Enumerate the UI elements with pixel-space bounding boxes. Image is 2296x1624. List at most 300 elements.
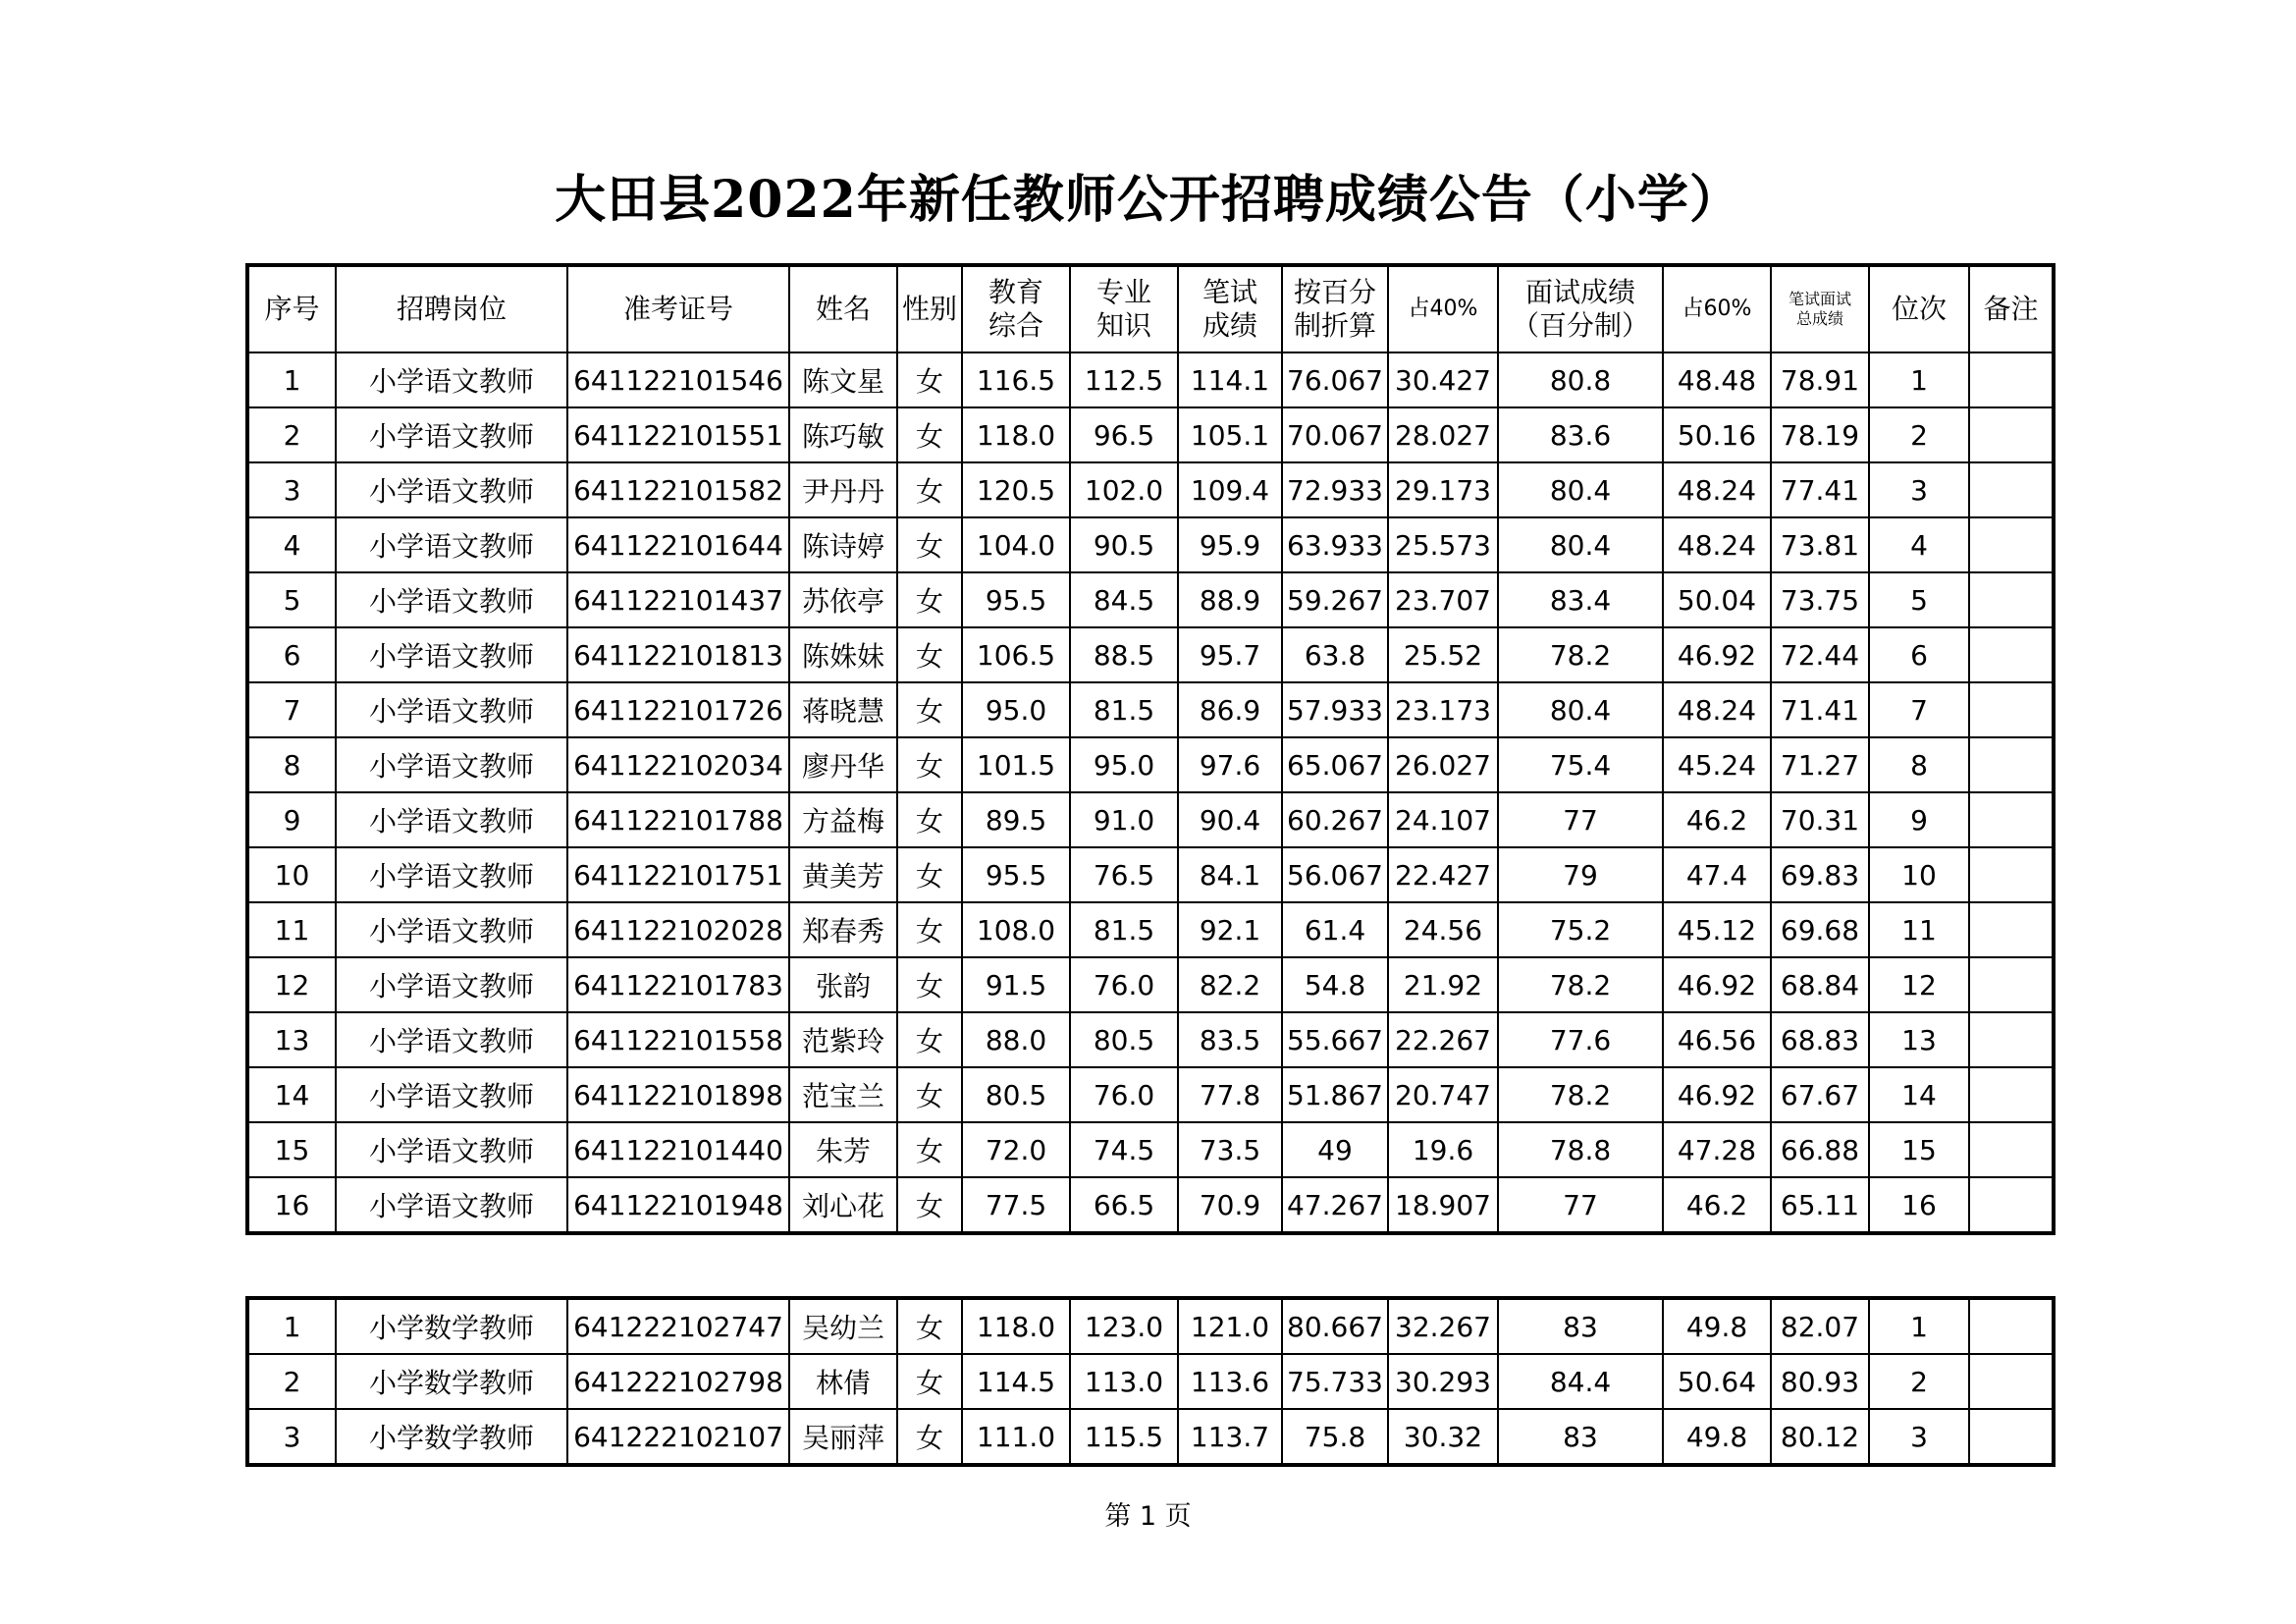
cell-gender: 女 <box>897 627 962 682</box>
cell-seq: 6 <box>247 627 336 682</box>
cell-note <box>1969 902 2054 957</box>
cell-note <box>1969 1177 2054 1233</box>
cell-interview: 80.4 <box>1498 462 1663 517</box>
cell-name: 林倩 <box>789 1354 897 1409</box>
cell-note <box>1969 352 2054 407</box>
table-row <box>247 682 2054 737</box>
cell-weight-40: 30.293 <box>1388 1354 1498 1409</box>
scores-table-chinese <box>245 263 2056 1235</box>
header-edu-line2: 综合 <box>988 309 1043 342</box>
cell-weight-60: 46.92 <box>1663 957 1771 1012</box>
cell-rank: 2 <box>1869 1354 1969 1409</box>
cell-weight-60: 45.12 <box>1663 902 1771 957</box>
cell-interview: 75.2 <box>1498 902 1663 957</box>
cell-percent: 76.067 <box>1282 352 1388 407</box>
cell-seq: 5 <box>247 572 336 627</box>
header-rank: 位次 <box>1869 265 1969 352</box>
cell-total: 67.67 <box>1771 1067 1869 1122</box>
cell-rank: 8 <box>1869 737 1969 792</box>
cell-name: 范宝兰 <box>789 1067 897 1122</box>
cell-seq: 7 <box>247 682 336 737</box>
cell-exam-id: 641122101546 <box>567 352 789 407</box>
cell-weight-60: 47.4 <box>1663 847 1771 902</box>
cell-note <box>1969 1298 2054 1354</box>
header-major-line2: 知识 <box>1095 309 1151 342</box>
cell-exam-id: 641122102034 <box>567 737 789 792</box>
cell-gender: 女 <box>897 1122 962 1177</box>
cell-edu: 114.5 <box>962 1354 1070 1409</box>
cell-weight-40: 28.027 <box>1388 407 1498 462</box>
cell-gender: 女 <box>897 407 962 462</box>
header-seq: 序号 <box>247 265 336 352</box>
table-body <box>247 1298 2054 1465</box>
header-major-line1: 专业 <box>1095 276 1151 308</box>
cell-seq: 2 <box>247 1354 336 1409</box>
cell-total: 73.81 <box>1771 517 1869 572</box>
cell-position: 小学语文教师 <box>336 792 567 847</box>
header-interview-line1: 面试成绩 <box>1524 276 1635 308</box>
cell-major: 81.5 <box>1070 902 1178 957</box>
cell-exam-id: 641222102798 <box>567 1354 789 1409</box>
cell-weight-40: 22.427 <box>1388 847 1498 902</box>
cell-seq: 14 <box>247 1067 336 1122</box>
cell-exam-id: 641122102028 <box>567 902 789 957</box>
cell-percent: 65.067 <box>1282 737 1388 792</box>
cell-edu: 89.5 <box>962 792 1070 847</box>
page-title: 大田县2022年新任教师公开招聘成绩公告（小学） <box>555 170 1741 230</box>
cell-written: 90.4 <box>1178 792 1282 847</box>
cell-gender: 女 <box>897 792 962 847</box>
cell-weight-40: 32.267 <box>1388 1298 1498 1354</box>
cell-name: 苏依亭 <box>789 572 897 627</box>
cell-exam-id: 641122101813 <box>567 627 789 682</box>
header-major <box>1070 265 1178 352</box>
table-row <box>247 1012 2054 1067</box>
cell-gender: 女 <box>897 847 962 902</box>
cell-interview: 80.4 <box>1498 682 1663 737</box>
cell-position: 小学语文教师 <box>336 957 567 1012</box>
cell-written: 109.4 <box>1178 462 1282 517</box>
cell-weight-60: 49.8 <box>1663 1298 1771 1354</box>
cell-position: 小学语文教师 <box>336 352 567 407</box>
cell-exam-id: 641122101788 <box>567 792 789 847</box>
cell-edu: 118.0 <box>962 407 1070 462</box>
cell-gender: 女 <box>897 737 962 792</box>
cell-weight-40: 20.747 <box>1388 1067 1498 1122</box>
header-edu-line1: 教育 <box>988 276 1043 308</box>
cell-total: 69.68 <box>1771 902 1869 957</box>
header-weight-60: 占60% <box>1663 265 1771 352</box>
cell-note <box>1969 517 2054 572</box>
cell-gender: 女 <box>897 1354 962 1409</box>
cell-weight-60: 48.24 <box>1663 517 1771 572</box>
cell-written: 77.8 <box>1178 1067 1282 1122</box>
cell-written: 92.1 <box>1178 902 1282 957</box>
header-total-line1: 笔试面试 <box>1788 290 1851 308</box>
cell-interview: 83.4 <box>1498 572 1663 627</box>
cell-written: 88.9 <box>1178 572 1282 627</box>
table-row <box>247 792 2054 847</box>
cell-name: 刘心花 <box>789 1177 897 1233</box>
cell-written: 121.0 <box>1178 1298 1282 1354</box>
table-row <box>247 517 2054 572</box>
cell-major: 76.0 <box>1070 1067 1178 1122</box>
cell-interview: 77 <box>1498 1177 1663 1233</box>
cell-rank: 13 <box>1869 1012 1969 1067</box>
cell-position: 小学数学教师 <box>336 1298 567 1354</box>
cell-major: 102.0 <box>1070 462 1178 517</box>
cell-name: 吴幼兰 <box>789 1298 897 1354</box>
cell-name: 陈巧敏 <box>789 407 897 462</box>
cell-edu: 88.0 <box>962 1012 1070 1067</box>
cell-total: 66.88 <box>1771 1122 1869 1177</box>
header-note: 备注 <box>1969 265 2054 352</box>
table-row <box>247 902 2054 957</box>
cell-exam-id: 641222102747 <box>567 1298 789 1354</box>
cell-seq: 10 <box>247 847 336 902</box>
cell-interview: 78.2 <box>1498 627 1663 682</box>
cell-rank: 3 <box>1869 1409 1969 1465</box>
cell-edu: 80.5 <box>962 1067 1070 1122</box>
header-interview-line2: （百分制） <box>1511 309 1649 342</box>
cell-gender: 女 <box>897 1177 962 1233</box>
cell-written: 84.1 <box>1178 847 1282 902</box>
cell-weight-40: 26.027 <box>1388 737 1498 792</box>
cell-interview: 83 <box>1498 1409 1663 1465</box>
cell-note <box>1969 682 2054 737</box>
header-written-line1: 笔试 <box>1201 276 1257 308</box>
cell-edu: 108.0 <box>962 902 1070 957</box>
cell-written: 113.7 <box>1178 1409 1282 1465</box>
cell-position: 小学语文教师 <box>336 1012 567 1067</box>
cell-percent: 63.933 <box>1282 517 1388 572</box>
cell-position: 小学语文教师 <box>336 1067 567 1122</box>
cell-name: 陈文星 <box>789 352 897 407</box>
cell-weight-40: 19.6 <box>1388 1122 1498 1177</box>
cell-weight-60: 48.24 <box>1663 682 1771 737</box>
cell-note <box>1969 1067 2054 1122</box>
cell-name: 方益梅 <box>789 792 897 847</box>
cell-exam-id: 641122101783 <box>567 957 789 1012</box>
table-row <box>247 1354 2054 1409</box>
header-percent <box>1282 265 1388 352</box>
cell-seq: 9 <box>247 792 336 847</box>
cell-major: 90.5 <box>1070 517 1178 572</box>
cell-total: 72.44 <box>1771 627 1869 682</box>
table-row <box>247 572 2054 627</box>
cell-total: 71.41 <box>1771 682 1869 737</box>
cell-exam-id: 641122101440 <box>567 1122 789 1177</box>
cell-rank: 2 <box>1869 407 1969 462</box>
header-total-line2: 总成绩 <box>1795 309 1843 328</box>
cell-note <box>1969 1354 2054 1409</box>
cell-exam-id: 641122101551 <box>567 407 789 462</box>
cell-note <box>1969 462 2054 517</box>
cell-position: 小学语文教师 <box>336 1177 567 1233</box>
cell-note <box>1969 792 2054 847</box>
cell-rank: 15 <box>1869 1122 1969 1177</box>
header-written-line2: 成绩 <box>1201 309 1257 342</box>
cell-weight-40: 18.907 <box>1388 1177 1498 1233</box>
cell-interview: 78.2 <box>1498 957 1663 1012</box>
cell-position: 小学语文教师 <box>336 572 567 627</box>
cell-percent: 51.867 <box>1282 1067 1388 1122</box>
cell-note <box>1969 407 2054 462</box>
cell-note <box>1969 627 2054 682</box>
table-row <box>247 1177 2054 1233</box>
cell-edu: 106.5 <box>962 627 1070 682</box>
cell-edu: 77.5 <box>962 1177 1070 1233</box>
cell-weight-40: 22.267 <box>1388 1012 1498 1067</box>
header-gender: 性别 <box>897 265 962 352</box>
cell-position: 小学语文教师 <box>336 737 567 792</box>
cell-major: 74.5 <box>1070 1122 1178 1177</box>
cell-major: 66.5 <box>1070 1177 1178 1233</box>
cell-edu: 95.5 <box>962 572 1070 627</box>
cell-weight-60: 48.24 <box>1663 462 1771 517</box>
cell-rank: 12 <box>1869 957 1969 1012</box>
cell-total: 68.83 <box>1771 1012 1869 1067</box>
cell-major: 91.0 <box>1070 792 1178 847</box>
cell-written: 86.9 <box>1178 682 1282 737</box>
cell-gender: 女 <box>897 1012 962 1067</box>
cell-weight-40: 23.173 <box>1388 682 1498 737</box>
cell-edu: 120.5 <box>962 462 1070 517</box>
cell-position: 小学数学教师 <box>336 1354 567 1409</box>
cell-weight-60: 46.56 <box>1663 1012 1771 1067</box>
cell-weight-60: 47.28 <box>1663 1122 1771 1177</box>
cell-total: 69.83 <box>1771 847 1869 902</box>
cell-interview: 83.6 <box>1498 407 1663 462</box>
cell-major: 80.5 <box>1070 1012 1178 1067</box>
cell-name: 吴丽萍 <box>789 1409 897 1465</box>
cell-rank: 5 <box>1869 572 1969 627</box>
table-row <box>247 352 2054 407</box>
cell-major: 96.5 <box>1070 407 1178 462</box>
header-written <box>1178 265 1282 352</box>
header-position: 招聘岗位 <box>336 265 567 352</box>
cell-gender: 女 <box>897 352 962 407</box>
table-row <box>247 737 2054 792</box>
cell-percent: 59.267 <box>1282 572 1388 627</box>
scores-table-math <box>245 1296 2056 1467</box>
cell-weight-60: 46.2 <box>1663 1177 1771 1233</box>
cell-note <box>1969 572 2054 627</box>
cell-edu: 111.0 <box>962 1409 1070 1465</box>
table-body <box>247 352 2054 1233</box>
table-header <box>247 265 2054 352</box>
cell-interview: 78.2 <box>1498 1067 1663 1122</box>
table-row <box>247 627 2054 682</box>
header-edu <box>962 265 1070 352</box>
cell-exam-id: 641122101644 <box>567 517 789 572</box>
cell-name: 黄美芳 <box>789 847 897 902</box>
cell-seq: 11 <box>247 902 336 957</box>
cell-percent: 80.667 <box>1282 1298 1388 1354</box>
cell-weight-60: 50.04 <box>1663 572 1771 627</box>
cell-exam-id: 641122101726 <box>567 682 789 737</box>
cell-written: 82.2 <box>1178 957 1282 1012</box>
table-row <box>247 1298 2054 1354</box>
cell-written: 114.1 <box>1178 352 1282 407</box>
cell-weight-40: 30.427 <box>1388 352 1498 407</box>
cell-position: 小学数学教师 <box>336 1409 567 1465</box>
cell-name: 廖丹华 <box>789 737 897 792</box>
cell-position: 小学语文教师 <box>336 517 567 572</box>
cell-rank: 9 <box>1869 792 1969 847</box>
cell-interview: 84.4 <box>1498 1354 1663 1409</box>
cell-name: 朱芳 <box>789 1122 897 1177</box>
cell-percent: 47.267 <box>1282 1177 1388 1233</box>
cell-total: 77.41 <box>1771 462 1869 517</box>
cell-percent: 56.067 <box>1282 847 1388 902</box>
cell-edu: 72.0 <box>962 1122 1070 1177</box>
cell-seq: 3 <box>247 462 336 517</box>
cell-name: 蒋晓慧 <box>789 682 897 737</box>
cell-interview: 78.8 <box>1498 1122 1663 1177</box>
cell-position: 小学语文教师 <box>336 682 567 737</box>
cell-position: 小学语文教师 <box>336 627 567 682</box>
cell-total: 82.07 <box>1771 1298 1869 1354</box>
cell-note <box>1969 737 2054 792</box>
cell-percent: 57.933 <box>1282 682 1388 737</box>
cell-position: 小学语文教师 <box>336 847 567 902</box>
cell-written: 83.5 <box>1178 1012 1282 1067</box>
cell-name: 陈诗婷 <box>789 517 897 572</box>
cell-interview: 77 <box>1498 792 1663 847</box>
cell-weight-40: 24.56 <box>1388 902 1498 957</box>
table-row <box>247 847 2054 902</box>
cell-exam-id: 641122101437 <box>567 572 789 627</box>
cell-written: 95.7 <box>1178 627 1282 682</box>
cell-percent: 63.8 <box>1282 627 1388 682</box>
header-weight-40: 占40% <box>1388 265 1498 352</box>
cell-weight-60: 46.92 <box>1663 627 1771 682</box>
cell-name: 尹丹丹 <box>789 462 897 517</box>
header-interview <box>1498 265 1663 352</box>
cell-interview: 83 <box>1498 1298 1663 1354</box>
cell-weight-60: 46.92 <box>1663 1067 1771 1122</box>
cell-weight-40: 23.707 <box>1388 572 1498 627</box>
header-percent-line2: 制折算 <box>1293 309 1376 342</box>
cell-percent: 72.933 <box>1282 462 1388 517</box>
cell-note <box>1969 957 2054 1012</box>
cell-gender: 女 <box>897 682 962 737</box>
cell-interview: 80.8 <box>1498 352 1663 407</box>
cell-major: 113.0 <box>1070 1354 1178 1409</box>
cell-percent: 70.067 <box>1282 407 1388 462</box>
cell-gender: 女 <box>897 902 962 957</box>
cell-exam-id: 641122101898 <box>567 1067 789 1122</box>
cell-name: 郑春秀 <box>789 902 897 957</box>
cell-exam-id: 641122101751 <box>567 847 789 902</box>
cell-percent: 49 <box>1282 1122 1388 1177</box>
cell-rank: 7 <box>1869 682 1969 737</box>
cell-percent: 54.8 <box>1282 957 1388 1012</box>
cell-weight-40: 21.92 <box>1388 957 1498 1012</box>
cell-weight-60: 49.8 <box>1663 1409 1771 1465</box>
cell-rank: 3 <box>1869 462 1969 517</box>
cell-seq: 13 <box>247 1012 336 1067</box>
cell-interview: 77.6 <box>1498 1012 1663 1067</box>
cell-edu: 95.5 <box>962 847 1070 902</box>
cell-major: 76.0 <box>1070 957 1178 1012</box>
cell-position: 小学语文教师 <box>336 902 567 957</box>
cell-gender: 女 <box>897 1067 962 1122</box>
cell-edu: 116.5 <box>962 352 1070 407</box>
cell-exam-id: 641122101948 <box>567 1177 789 1233</box>
cell-percent: 75.733 <box>1282 1354 1388 1409</box>
cell-gender: 女 <box>897 572 962 627</box>
cell-position: 小学语文教师 <box>336 1122 567 1177</box>
cell-major: 88.5 <box>1070 627 1178 682</box>
cell-major: 95.0 <box>1070 737 1178 792</box>
cell-weight-40: 24.107 <box>1388 792 1498 847</box>
cell-edu: 95.0 <box>962 682 1070 737</box>
cell-weight-40: 30.32 <box>1388 1409 1498 1465</box>
cell-seq: 15 <box>247 1122 336 1177</box>
table-row <box>247 1067 2054 1122</box>
cell-note <box>1969 1409 2054 1465</box>
cell-percent: 75.8 <box>1282 1409 1388 1465</box>
header-exam-id: 准考证号 <box>567 265 789 352</box>
cell-edu: 118.0 <box>962 1298 1070 1354</box>
cell-seq: 1 <box>247 352 336 407</box>
cell-rank: 1 <box>1869 1298 1969 1354</box>
cell-gender: 女 <box>897 1409 962 1465</box>
cell-exam-id: 641122101558 <box>567 1012 789 1067</box>
cell-edu: 104.0 <box>962 517 1070 572</box>
cell-weight-40: 29.173 <box>1388 462 1498 517</box>
cell-weight-40: 25.52 <box>1388 627 1498 682</box>
cell-gender: 女 <box>897 462 962 517</box>
cell-major: 112.5 <box>1070 352 1178 407</box>
cell-written: 95.9 <box>1178 517 1282 572</box>
cell-total: 71.27 <box>1771 737 1869 792</box>
cell-note <box>1969 1122 2054 1177</box>
cell-total: 65.11 <box>1771 1177 1869 1233</box>
cell-total: 73.75 <box>1771 572 1869 627</box>
page-footer: 第 1 页 <box>1104 1501 1192 1532</box>
cell-total: 80.93 <box>1771 1354 1869 1409</box>
cell-position: 小学语文教师 <box>336 407 567 462</box>
cell-edu: 101.5 <box>962 737 1070 792</box>
cell-total: 78.19 <box>1771 407 1869 462</box>
cell-note <box>1969 847 2054 902</box>
cell-rank: 16 <box>1869 1177 1969 1233</box>
cell-interview: 75.4 <box>1498 737 1663 792</box>
table-row <box>247 957 2054 1012</box>
cell-rank: 4 <box>1869 517 1969 572</box>
cell-percent: 60.267 <box>1282 792 1388 847</box>
cell-weight-60: 50.16 <box>1663 407 1771 462</box>
cell-written: 73.5 <box>1178 1122 1282 1177</box>
cell-total: 68.84 <box>1771 957 1869 1012</box>
cell-percent: 55.667 <box>1282 1012 1388 1067</box>
cell-note <box>1969 1012 2054 1067</box>
cell-written: 70.9 <box>1178 1177 1282 1233</box>
cell-exam-id: 641122101582 <box>567 462 789 517</box>
cell-major: 123.0 <box>1070 1298 1178 1354</box>
cell-weight-40: 25.573 <box>1388 517 1498 572</box>
cell-written: 105.1 <box>1178 407 1282 462</box>
cell-seq: 16 <box>247 1177 336 1233</box>
cell-rank: 6 <box>1869 627 1969 682</box>
cell-weight-60: 50.64 <box>1663 1354 1771 1409</box>
cell-seq: 4 <box>247 517 336 572</box>
cell-total: 70.31 <box>1771 792 1869 847</box>
table-row <box>247 1409 2054 1465</box>
